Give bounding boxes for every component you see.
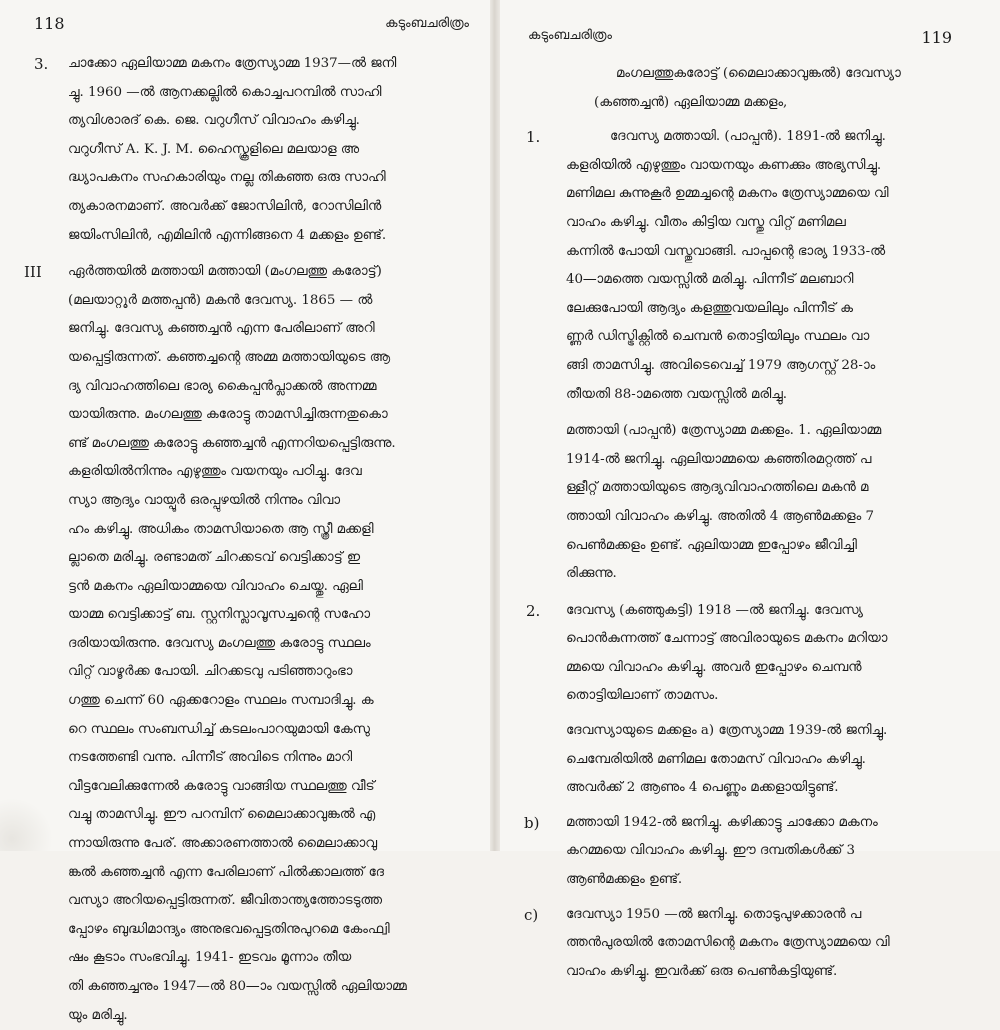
text-line: ദ്ധ്യാപകനം സഹകാരിയും നല്ല തികഞ്ഞ ഒരു സാഹി — [68, 170, 386, 186]
left-page — [0, 0, 494, 1023]
text-line: ട്ടൻ മകനം ഏലിയാമ്മയെ വിവാഹം ചെയ്തു. ഏലി — [68, 578, 363, 594]
text-line: ന്നായിരുന്നു പേര്. അക്കാരണത്താൽ മൈലാക്കാവു — [68, 836, 378, 852]
text-line: വീട്ടവേലിക്കുന്നേൽ കരോട്ടു വാങ്ങിയ സ്ഥലത്തു വീട് — [68, 778, 375, 794]
entry-b — [524, 809, 976, 895]
text-line: ത്തൻപുരയിൽ തോമസിന്റെ മകനം ത്രേസ്യാമ്മയെ വി — [566, 935, 890, 951]
text-line: ദ്യ വിവാഹത്തിലെ ഭാര്യ കൈപ്പൻപ്ലാക്കൽ അന്നമ്മ — [68, 378, 377, 394]
entry-number: 3. — [34, 55, 49, 73]
text-line: വസ്യാ അറിയപ്പെട്ടിരുന്നത്. ജീവിതാന്ത്യത്തോടടുത്ത — [68, 893, 382, 909]
text-line: ദേവസ്യായുടെ മക്കളം a) ത്രേസ്യാമ്മ 1939-ൽ ജനിച്ചു. — [566, 723, 888, 739]
text-line: (കഞ്ഞച്ചൻ) ഏലിയാമ്മ മക്കളം, — [594, 94, 788, 110]
text-line: വിറ്റ് വാഴൂർക്ക പോയി. ചിറക്കടവു പടിഞ്ഞാറുംഭാ — [68, 664, 353, 680]
text-line: കളരിയിൽനിന്നും എഴുത്തും വയനയും പഠിച്ചു. ദേവ — [68, 464, 362, 480]
text-line: കളരിയിൽ എഴുത്തും വായനയും കണക്കും അഭ്യസിച്ചു. — [566, 157, 882, 173]
text-line: വച്ചു താമസിച്ചു. ഈ പറമ്പിന് മൈലാക്കാവുങ്കൽ എ — [68, 807, 376, 823]
text-line: കന്നിൽ പോയി വസ്തുവാങ്ങി. പാപ്പന്റെ ഭാര്യ 1933-ൽ — [566, 243, 886, 259]
text-line: മണിമല കുന്നുകൂർ ഉമ്മച്ചന്റെ മകനം ത്രേസ്യാമ്മയെ വി — [566, 186, 889, 202]
text-line: യായിരുന്നു. മംഗലത്തു കരോട്ടു താമസിച്ചിരുന്നതുകൊ — [68, 407, 388, 423]
text-line: അവർക്ക് 2 ആണും 4 പെണ്ണും മക്കളായിട്ടുണ്ട്. — [566, 780, 839, 796]
text-line: ഹം കഴിച്ചു. അധികം താമസിയാതെ ആ സ്ത്രീ മക്കളി — [68, 521, 374, 537]
text-line: യാമ്മ വെട്ടിക്കാട്ട് ബ. സ്റ്റനിസ്ലാവൂസച്ചന്റെ സഹോ — [68, 607, 370, 623]
text-line: ചെമ്പേരിയിൽ മണിമല തോമസ് വിവാഹം കഴിച്ചു. — [566, 751, 866, 767]
right-page-header — [524, 8, 976, 48]
text-line: ലേക്കുപോയി ആദ്യം കളത്തുവയലിലും പിന്നീട് ക — [566, 300, 853, 316]
text-line: വറുഗീസ് A. K. J. M. ഹൈസ്കൂളിലെ മലയാള അ — [68, 141, 359, 157]
text-line: നടത്തേണ്ടി വന്നു. പിന്നീട് അവിടെ നിന്നും മാറി — [68, 750, 353, 766]
entry-number: III — [24, 263, 42, 282]
intro-heading — [524, 60, 976, 117]
paragraph-devasya-children — [524, 717, 976, 803]
text-line: വാഹം കഴിച്ചു. ഇവർക്ക് ഒരു പെൺകട്ടിയുണ്ട്. — [566, 963, 838, 979]
paragraph-children — [524, 417, 976, 589]
entry-number: 2. — [526, 601, 541, 620]
text-line: ത്യകാരനമാണ്. അവർക്ക് ജോസിലിൻ, റോസിലിൻ — [68, 198, 382, 214]
text-line: 1914-ൽ ജനിച്ചു. ഏലിയാമ്മയെ കഞ്ഞിരമറ്റത്ത് പ — [566, 451, 872, 467]
text-line: ങ്ങി താമസിച്ചു. അവിടെവെച്ച് 1979 ആഗസ്റ്റ് 28-ാം — [566, 357, 876, 373]
text-line: യും മരിച്ചു. — [68, 1007, 128, 1023]
text-line: മംഗലത്തുകരോട്ട് (മൈലാക്കാവുങ്കൽ) ദേവസ്യാ — [616, 66, 901, 81]
left-page-header — [24, 8, 479, 34]
entry-number: b) — [524, 813, 540, 832]
text-line: ദേവസ്യാ 1950 —ൽ ജനിച്ചു. തൊടുപുഴക്കാരൻ പ — [566, 906, 862, 922]
text-line: കറമ്മയെ വിവാഹം കഴിച്ചു. ഈ ദമ്പതികൾക്ക് 3 — [566, 843, 856, 859]
text-line: ജനിച്ചു. ദേവസ്യ കഞ്ഞച്ചൻ എന്ന പേരിലാണ് അറി — [68, 321, 375, 337]
text-line: ത്യവിശാരദ് കെ. ജെ. വറുഗീസ് വിവാഹം കഴിച്ചു. — [68, 113, 360, 129]
right-page-number: 119 — [921, 28, 952, 47]
text-line: ചാക്കോ ഏലിയാമ്മ മകനം ത്രേസ്യാമ്മ 1937—ൽ ജനി — [68, 56, 397, 71]
text-line: ല്ലാതെ മരിച്ചു. രണ്ടാമത് ചിറക്കടവ് വെട്ടിക്കാട്ട് ഇ — [68, 550, 361, 566]
text-line: മ്മയെ വിവാഹം കഴിച്ചു. അവർ ഇപ്പോഴം ചെമ്പൻ — [566, 659, 862, 675]
text-line: പ്പോഴം ബുദ്ധിമാന്ദ്യം അനുഭവപ്പെട്ടതിനുപുറമെ കേംഫ്വി — [68, 921, 390, 937]
text-line: സ്യാ ആദ്യം വായ്പൂർ ഒരപ്പുഴയിൽ നിന്നും വിവാ — [68, 492, 341, 508]
text-line: റെ സ്ഥലം സംബന്ധിച്ച് കടലംപാറയുമായി കേസു — [68, 721, 370, 737]
text-line: വാഹം കഴിച്ചു. വീതം കിട്ടിയ വസ്തു വിറ്റ് മണിമല — [566, 214, 846, 230]
text-line: ണ്ണർ ഡിസ്ട്രിക്റ്റിൽ ചെമ്പൻ തൊട്ടിയിലും സ്ഥലം വാ — [566, 329, 870, 345]
text-line: ദരിയായിരുന്നു. ദേവസ്യ മംഗലത്തു കരോട്ടു സ്ഥലം — [68, 635, 371, 651]
text-line: ഷം കൂടാം സംഭവിച്ചു. 1941- ഇടവം മൂന്നാം തീയ — [68, 950, 352, 966]
text-line: രിക്കുന്നു. — [566, 566, 617, 582]
paper-stain — [0, 791, 60, 851]
left-running-title: കടുംബചരിത്രം — [385, 16, 469, 31]
text-line: പെൺമക്കളം ഉണ്ട്. ഏലിയാമ്മ ഇപ്പോഴം ജീവിച്ചി — [566, 537, 857, 553]
entry-number: 1. — [526, 128, 541, 147]
text-line: ദേവസ്യ മത്തായി. (പാപ്പൻ). 1891-ൽ ജനിച്ചു. — [610, 129, 886, 145]
entry-number: c) — [524, 905, 539, 924]
text-line: ആൺമക്കളം ഉണ്ട്. — [566, 872, 683, 888]
entry-2 — [524, 597, 976, 711]
text-line: ഗത്തു ചെന്ന് 60 ഏക്കറോളം സ്ഥലം സമ്പാദിച്ചു. ക — [68, 693, 374, 709]
entry-III — [24, 258, 479, 1030]
text-line: മത്തായി (പാപ്പൻ) ത്രേസ്യാമ്മ മക്കളം. 1. ഏലിയാമ്മ — [566, 423, 882, 439]
text-line: ത്തായി വിവാഹം കഴിച്ചു. അതിൽ 4 ആൺമക്കളം 7 — [566, 508, 875, 524]
text-line: ദേവസ്യ (കഞ്ഞുകട്ടി) 1918 —ൽ ജനിച്ചു. ദേവസ്യ — [566, 602, 863, 618]
text-line: 40—ാമത്തെ വയസ്സിൽ മരിച്ചു. പിന്നീട് മലബാറി — [566, 272, 854, 288]
text-line: ജയിംസിലിൻ, എമിലിൻ എന്നിങ്ങനെ 4 മക്കളം ഉണ്ട്. — [68, 227, 387, 243]
entry-1 — [524, 123, 976, 409]
text-line: തൊട്ടിയിലാണ് താമസം. — [566, 688, 719, 704]
text-line: പൊൻകുന്നത്ത് ചേന്നാട്ട് അവിരായുടെ മകനം മറിയാ — [566, 631, 888, 647]
entry-3 — [24, 50, 479, 250]
text-line: യപ്പെട്ടിരുന്നത്. കഞ്ഞച്ചന്റെ അമ്മ മത്തായിയുടെ ആ — [68, 349, 391, 365]
text-line: തി കഞ്ഞച്ചനും 1947—ൽ 80—ാം വയസ്സിൽ ഏലിയാമ്മ — [68, 979, 407, 994]
text-line: ള്ളീറ്റ് മത്തായിയുടെ ആദ്യവിവാഹത്തിലെ മകൻ മ — [566, 480, 869, 496]
text-line: ഏർത്തയിൽ മത്തായി മത്തായി (മംഗലത്തു കരോട്ട്) — [68, 264, 382, 280]
text-line: (മലയാറ്റൂർ മത്തപ്പൻ) മകൻ ദേവസ്യ. 1865 — ൽ — [68, 292, 373, 308]
text-line: ച്ചു. 1960 —ൽ ആനക്കല്ലിൽ കൊച്ചപറമ്പിൽ സാഹി — [68, 84, 382, 100]
text-line: മത്തായി 1942-ൽ ജനിച്ചു. കഴിക്കാട്ടു ചാക്കോ മകനം — [566, 814, 878, 830]
entry-c — [524, 901, 976, 987]
right-running-title: കടുംബചരിത്രം — [528, 28, 612, 43]
left-page-number: 118 — [34, 14, 65, 33]
right-page — [496, 0, 1000, 979]
text-line: തീയതി 88-ാമത്തെ വയസ്സിൽ മരിച്ചു. — [566, 386, 787, 402]
text-line: ണ്ട് മംഗലത്തു കരോട്ടു കഞ്ഞച്ചൻ എന്നറിയപ്പെട്ടിരുന്നു. — [68, 435, 396, 451]
text-line: ങ്കൽ കഞ്ഞച്ചൻ എന്ന പേരിലാണ് പിൽക്കാലത്ത് ദേ — [68, 864, 384, 880]
